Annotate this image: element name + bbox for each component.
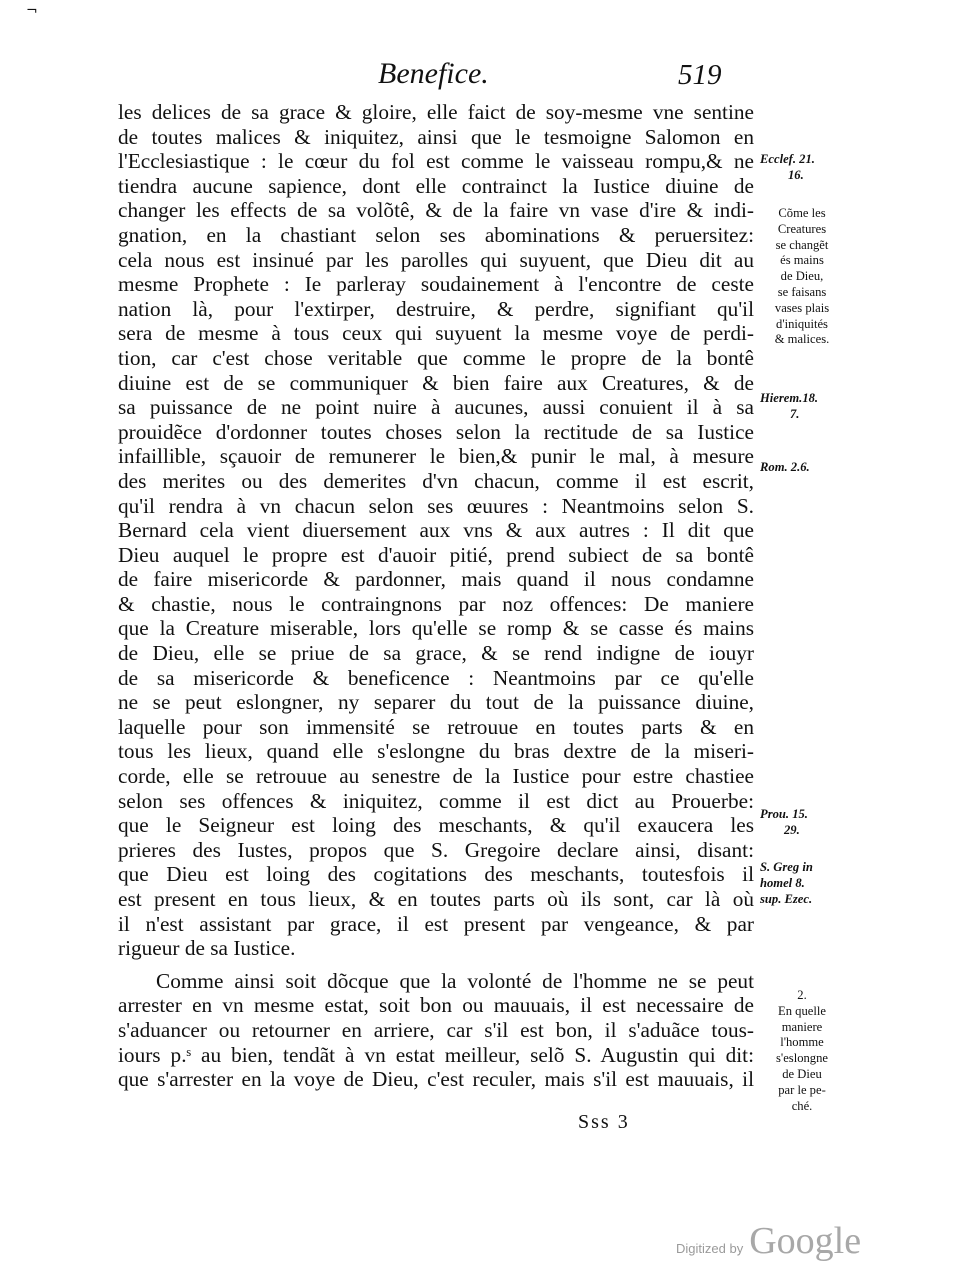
- text-line: que Dieu est loing des cogitations des meschants, toutesfois il: [118, 862, 754, 887]
- paragraph-gap: [118, 961, 754, 969]
- text-line: corde, elle se retrouue au senestre de la Iustice pour estre chastiee: [118, 764, 754, 789]
- text-line: de sa misericorde & beneficence : Neantmoins par ce qu'elle: [118, 665, 754, 690]
- margin-note-creatures: [760, 206, 844, 348]
- margin-line: Creatures: [777, 221, 827, 236]
- running-head: Benefice.: [378, 57, 489, 90]
- margin-ref-hierem: [760, 391, 844, 423]
- text-line: il n'est assistant par grace, il est present par vengeance, & par: [118, 911, 754, 936]
- margin-ref-greg: [760, 860, 844, 907]
- google-logo: Google: [749, 1220, 862, 1262]
- corner-mark: ¬: [26, 3, 38, 19]
- text-line: tiendra aucune sapience, dont elle contrainct la Iustice diuine de: [118, 173, 754, 198]
- text-line: s'aduancer ou retourner en arriere, car s'il est bon, il s'aduãce tous-: [118, 1017, 754, 1042]
- text-line: laquelle pour son immensité se retrouue en toutes parts & en: [118, 714, 754, 739]
- page-number: 519: [678, 59, 722, 91]
- text-line: rigueur de sa Iustice.: [118, 936, 296, 961]
- margin-line: de Dieu: [782, 1066, 822, 1081]
- text-line: infaillible, sçauoir de remunerer le bien,& punir le mal, à mesure: [118, 444, 754, 469]
- margin-line: Ecclef. 21.: [760, 152, 815, 166]
- margin-ref-prou: [760, 807, 844, 839]
- margin-line: se faisans: [777, 284, 827, 299]
- text-line: cela nous est insinué par les parolles qui suyuent, que Dieu dit au: [118, 247, 754, 272]
- text-line: Comme ainsi soit dõcque que la volonté de l'homme ne se peut: [156, 968, 754, 993]
- digitized-label: Digitized by: [676, 1241, 744, 1256]
- text-line: mesme Prophete : Ie parleray soudainement à l'encontre de ceste: [118, 272, 754, 297]
- text-line: sera de mesme à tous ceux qui suyuent la mesme voye de perdi-: [118, 321, 754, 346]
- margin-ref-ecclesiast: [760, 152, 844, 184]
- margin-line: se changẽt: [775, 237, 829, 252]
- text-line: l'Ecclesiastique : le cœur du fol est comme le vaisseau rompu,& ne: [118, 149, 754, 174]
- text-line: changer les effects de sa volõtê, & de la faire vn vase d'ire & indi-: [118, 198, 754, 223]
- margin-line: ché.: [791, 1098, 813, 1113]
- margin-line: d'iniquités: [776, 316, 828, 331]
- text-line: gnation, en la chastiant selon ses abominations & peruersitez:: [118, 222, 754, 247]
- text-line: que s'arrester en la voye de Dieu, c'est reculer, mais s'il est mauuais, il: [118, 1067, 754, 1092]
- text-line: sa puissance de ne point nuire à aucunes, aussi conuient il à sa: [118, 395, 754, 420]
- margin-line: Hierem.18.: [760, 391, 819, 405]
- margin-line: En quelle: [778, 1003, 826, 1018]
- margin-line: maniere: [781, 1019, 823, 1034]
- margin-note-number: 2.: [797, 988, 807, 1002]
- text-line: qu'il rendra à vn chacun selon ses œuures : Neantmoins selon S.: [118, 493, 754, 518]
- text-line: prouidẽce d'ordonner toutes choses selon la rectitude de sa Iustice: [118, 419, 754, 444]
- text-line: prieres des Iustes, propos que S. Gregoire declare ainsi, disant:: [118, 837, 754, 862]
- text-line: arrester en vn mesme estat, soit bon ou mauuais, il est necessaire de: [118, 993, 754, 1018]
- text-line: que le Seigneur est loing des meschants, & qu'il exaucera les: [118, 813, 754, 838]
- margin-line: vases plais: [774, 300, 830, 315]
- text-line: les delices de sa grace & gloire, elle faict de soy-mesme vne sentine: [118, 100, 754, 124]
- text-line: iours p.ˢ au bien, tendãt à vn estat meilleur, selõ S. Augustin qui dit:: [118, 1042, 754, 1067]
- body-text: [118, 100, 754, 1092]
- signature-mark: Sss 3: [578, 1111, 630, 1133]
- margin-line: de Dieu,: [780, 269, 824, 284]
- text-line: & chastie, nous le contraingnons par noz offences: De maniere: [118, 591, 754, 616]
- text-line: tous les lieux, quand elle s'eslongne du bras dextre de la miseri-: [118, 739, 754, 764]
- margin-line: 29.: [784, 822, 800, 837]
- margin-line: S. Greg in: [760, 860, 813, 874]
- text-line: de Dieu, elle se priue de sa grace, & se rend indigne de iouyr: [118, 641, 754, 666]
- margin-note-2: [760, 988, 844, 1114]
- margin-line: l'homme: [780, 1035, 824, 1050]
- margin-line: s'eslongne: [776, 1051, 828, 1066]
- text-line: diuine est de se communiquer & bien faire aux Creatures, & de: [118, 370, 754, 395]
- text-line: nation là, pour l'extirper, destruire, & perdre, signifiant qu'il: [118, 296, 754, 321]
- text-line: tion, car c'est chose veritable que comme le propre de la bontê: [118, 345, 754, 370]
- text-line: de faire misericorde & pardonner, mais quand il nous condamne: [118, 567, 754, 592]
- margin-line: 7.: [790, 406, 800, 421]
- margin-line: & malices.: [774, 332, 830, 347]
- margin-line: Rom. 2.6.: [760, 460, 810, 474]
- text-line: que la Creature miserable, lors qu'elle se romp & se casse és mains: [118, 616, 754, 641]
- text-line: selon ses offences & iniquitez, comme il est dict au Prouerbe:: [118, 788, 754, 813]
- margin-line: és mains: [780, 253, 824, 268]
- margin-line: par le pe-: [778, 1082, 826, 1097]
- margin-ref-rom: [760, 460, 844, 476]
- text-line: Bernard cela vient diuersement aux vns & aux autres : Il dit que: [118, 518, 754, 543]
- text-line: est present en tous lieux, & en toutes parts où ils sont, car là où: [118, 887, 754, 911]
- margin-line: Cõme les: [778, 206, 826, 220]
- text-line: ne se peut eslongner, ny separer du tout de la puissance diuine,: [118, 690, 754, 715]
- text-line: des merites ou des demerites d'vn chacun, comme il est escrit,: [118, 468, 754, 493]
- margin-line: homel 8.: [760, 875, 805, 890]
- text-line: Dieu auquel le propre est d'auoir pitié, prend subiect de sa bontê: [118, 542, 754, 567]
- margin-line: Prou. 15.: [760, 807, 808, 821]
- text-line: de toutes malices & iniquitez, ainsi que le tesmoigne Salomon en: [118, 124, 754, 149]
- margin-line: sup. Ezec.: [760, 891, 813, 906]
- digitized-watermark: [676, 1219, 862, 1262]
- margin-line: 16.: [788, 167, 804, 182]
